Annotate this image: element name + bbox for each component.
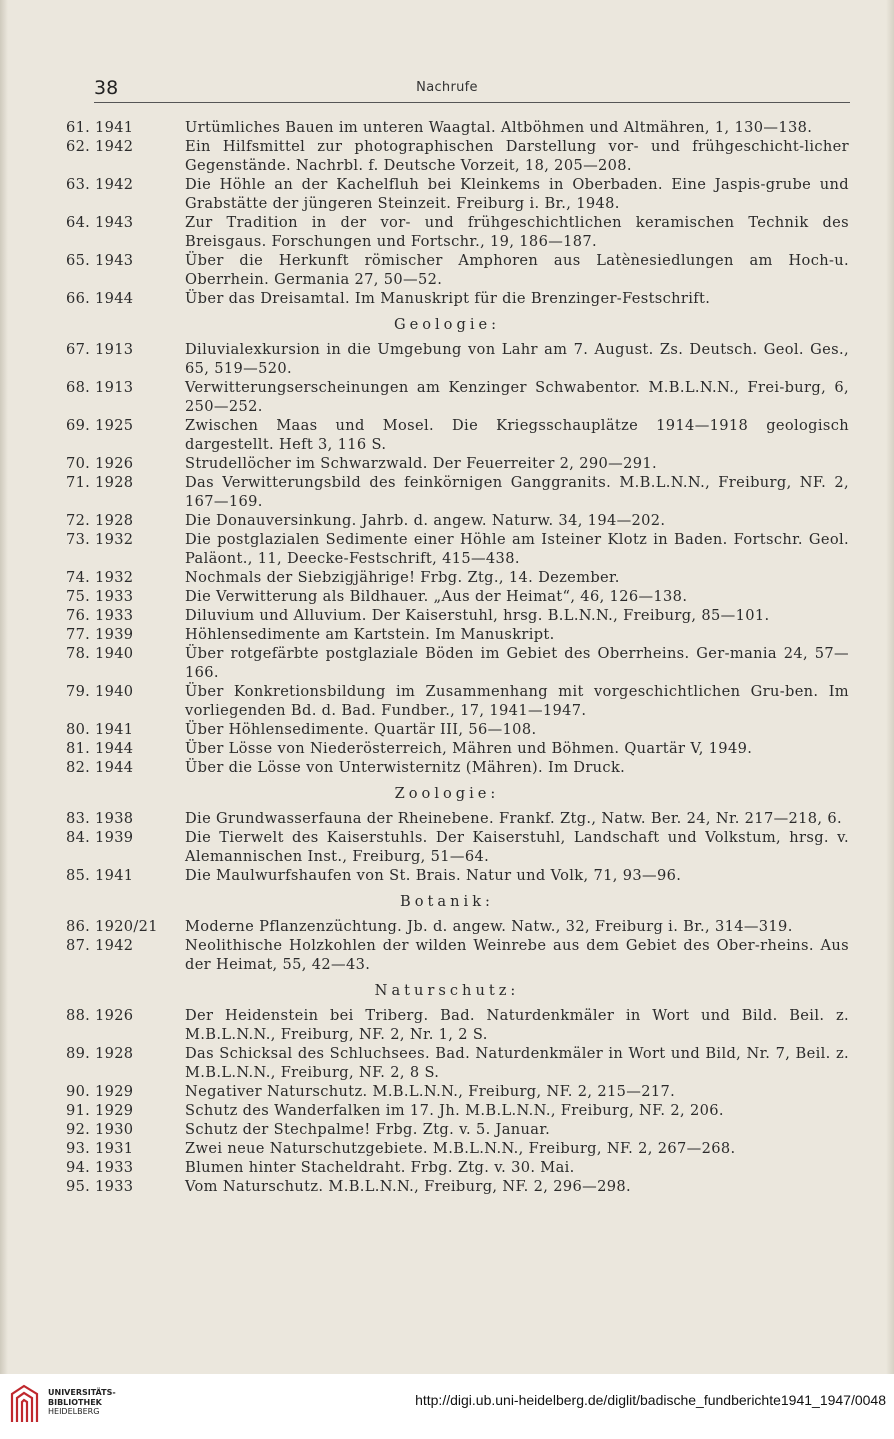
bibliography-entry — [0, 118, 894, 137]
entry-number-year: 69. 1925 — [66, 417, 134, 434]
entry-number-year: 86. 1920/21 — [66, 918, 158, 935]
section-heading: Geologie: — [393, 316, 501, 333]
entry-citation: Verwitterungserscheinungen am Kenzinger Schwabentor. M.B.L.N.N., Frei-burg, 6, 250—252. — [185, 379, 849, 415]
bibliography-entry — [0, 568, 894, 587]
entry-citation: Ein Hilfsmittel zur photographischen Darstellung vor- und frühgeschicht-licher Gegenstände. Nachrbl. f. Deutsche Vorzeit, 18, 205—208. — [185, 138, 849, 174]
entry-number-year: 68. 1913 — [66, 379, 134, 396]
header-rule — [94, 102, 850, 103]
bibliography-entry — [0, 917, 894, 936]
bibliography-entry — [0, 936, 894, 974]
entry-number-year: 64. 1943 — [66, 214, 134, 231]
entry-citation: Diluvium und Alluvium. Der Kaiserstuhl, hrsg. B.L.N.N., Freiburg, 85—101. — [185, 607, 770, 624]
section-heading: Botanik: — [400, 893, 494, 910]
library-name-line: BIBLIOTHEK — [48, 1397, 102, 1407]
bibliography-entry — [0, 625, 894, 644]
entry-number-year: 92. 1930 — [66, 1121, 134, 1138]
entry-citation: Urtümliches Bauen im unteren Waagtal. Altböhmen und Altmähren, 1, 130—138. — [185, 119, 813, 136]
entry-number-year: 79. 1940 — [66, 683, 134, 700]
entry-number-year: 71. 1928 — [66, 474, 134, 491]
entry-citation: Das Schicksal des Schluchsees. Bad. Naturdenkmäler in Wort und Bild, Nr. 7, Beil. z. M.B.L.N.N., Freiburg, NF. 2, 8 S. — [185, 1045, 849, 1081]
entry-number-year: 91. 1929 — [66, 1102, 134, 1119]
entry-citation: Die postglazialen Sedimente einer Höhle am Isteiner Klotz in Baden. Fortschr. Geol. Paläont., 11, Deecke-Festschrift, 415—438. — [185, 531, 849, 567]
entry-citation: Die Donauversinkung. Jahrb. d. angew. Naturw. 34, 194—202. — [185, 512, 666, 529]
entry-number-year: 72. 1928 — [66, 512, 134, 529]
entry-number-year: 90. 1929 — [66, 1083, 134, 1100]
bibliography-entry — [0, 530, 894, 568]
entry-number-year: 63. 1942 — [66, 176, 134, 193]
ub-heidelberg-logo-icon — [8, 1384, 41, 1424]
entry-citation: Schutz des Wanderfalken im 17. Jh. M.B.L.N.N., Freiburg, NF. 2, 206. — [185, 1102, 724, 1119]
bibliography-entry — [0, 340, 894, 378]
running-title: Nachrufe — [416, 80, 478, 95]
entry-number-year: 73. 1932 — [66, 531, 134, 548]
entry-citation: Zur Tradition in der vor- und frühgeschichtlichen keramischen Technik des Breisgaus. Forschungen und Fortschr., 19, 186—187. — [185, 214, 849, 250]
entry-citation: Der Heidenstein bei Triberg. Bad. Naturdenkmäler in Wort und Bild. Beil. z. M.B.L.N.N., Freiburg, NF. 2, Nr. 1, 2 S. — [185, 1007, 849, 1043]
entry-citation: Strudellöcher im Schwarzwald. Der Feuerreiter 2, 290—291. — [185, 455, 657, 472]
entry-number-year: 66. 1944 — [66, 290, 134, 307]
entry-number-year: 70. 1926 — [66, 455, 134, 472]
entry-citation: Moderne Pflanzenzüchtung. Jb. d. angew. Natw., 32, Freiburg i. Br., 314—319. — [185, 918, 793, 935]
entry-number-year: 84. 1939 — [66, 829, 134, 846]
bibliography-entry — [0, 454, 894, 473]
entry-citation: Über Konkretionsbildung im Zusammenhang mit vorgeschichtlichen Gru-ben. Im vorliegenden Bd. d. Bad. Fundber., 17, 1941—1947. — [185, 683, 849, 719]
bibliography-entry — [0, 1120, 894, 1139]
entry-citation: Neolithische Holzkohlen der wilden Weinrebe aus dem Gebiet des Ober-rheins. Aus der Heimat, 55, 42—43. — [185, 937, 849, 973]
bibliography-entry — [0, 511, 894, 530]
entry-number-year: 94. 1933 — [66, 1159, 134, 1176]
entry-citation: Die Tierwelt des Kaiserstuhls. Der Kaiserstuhl, Landschaft und Volkstum, hrsg. v. Alemannischen Inst., Freiburg, 51—64. — [185, 829, 849, 865]
bibliography-entry — [0, 1082, 894, 1101]
bibliography-entry — [0, 289, 894, 308]
bibliography-entry — [0, 378, 894, 416]
entry-number-year: 88. 1926 — [66, 1007, 134, 1024]
entry-citation: Über rotgefärbte postglaziale Böden im Gebiet des Oberrheins. Ger-mania 24, 57—166. — [185, 645, 849, 681]
entry-number-year: 74. 1932 — [66, 569, 134, 586]
entry-number-year: 77. 1939 — [66, 626, 134, 643]
bibliography-entry — [0, 1101, 894, 1120]
bibliography-entry — [0, 175, 894, 213]
page-number: 38 — [94, 77, 119, 99]
entry-citation: Über die Lösse von Unterwisternitz (Mähren). Im Druck. — [185, 759, 626, 776]
bibliography-entry — [0, 1177, 894, 1196]
bibliography-entry — [0, 809, 894, 828]
footer-bar — [0, 1374, 894, 1439]
bibliography-entry — [0, 251, 894, 289]
entry-number-year: 85. 1941 — [66, 867, 134, 884]
entry-citation: Blumen hinter Stacheldraht. Frbg. Ztg. v. 30. Mai. — [185, 1159, 575, 1176]
bibliography-entry — [0, 739, 894, 758]
entry-number-year: 78. 1940 — [66, 645, 134, 662]
bibliography-entry — [0, 587, 894, 606]
entry-number-year: 61. 1941 — [66, 119, 134, 136]
entry-number-year: 62. 1942 — [66, 138, 134, 155]
entry-number-year: 83. 1938 — [66, 810, 134, 827]
entry-number-year: 80. 1941 — [66, 721, 134, 738]
entry-number-year: 67. 1913 — [66, 341, 134, 358]
entry-number-year: 93. 1931 — [66, 1140, 134, 1157]
bibliography-entry — [0, 720, 894, 739]
entry-citation: Die Verwitterung als Bildhauer. „Aus der Heimat“, 46, 126—138. — [185, 588, 688, 605]
entry-number-year: 82. 1944 — [66, 759, 134, 776]
entry-citation: Die Höhle an der Kachelfluh bei Kleinkems in Oberbaden. Eine Jaspis-grube und Grabstätte der jüngeren Steinzeit. Freiburg i. Br., 1948. — [185, 176, 849, 212]
entry-citation: Über Lösse von Niederösterreich, Mähren und Böhmen. Quartär V, 1949. — [185, 740, 753, 757]
entry-number-year: 95. 1933 — [66, 1178, 134, 1195]
bibliography-entry — [0, 682, 894, 720]
entry-citation: Über Höhlensedimente. Quartär III, 56—108. — [185, 721, 537, 738]
source-url-link[interactable]: http://digi.ub.uni-heidelberg.de/diglit/badische_fundberichte1941_1947/0048 — [415, 1392, 886, 1408]
entry-citation: Die Maulwurfshaufen von St. Brais. Natur und Volk, 71, 93—96. — [185, 867, 682, 884]
bibliography-entry — [0, 416, 894, 454]
entry-citation: Höhlensedimente am Kartstein. Im Manuskript. — [185, 626, 555, 643]
bibliography-entry — [0, 473, 894, 511]
bibliography-entry — [0, 1139, 894, 1158]
entry-citation: Vom Naturschutz. M.B.L.N.N., Freiburg, NF. 2, 296—298. — [185, 1178, 632, 1195]
entry-number-year: 65. 1943 — [66, 252, 134, 269]
entry-citation: Das Verwitterungsbild des feinkörnigen Ganggranits. M.B.L.N.N., Freiburg, NF. 2, 167—169. — [185, 474, 849, 510]
library-name — [48, 1388, 116, 1417]
entry-citation: Negativer Naturschutz. M.B.L.N.N., Freiburg, NF. 2, 215—217. — [185, 1083, 676, 1100]
entry-citation: Zwischen Maas und Mosel. Die Kriegsschauplätze 1914—1918 geologisch dargestellt. Heft 3, 116 S. — [185, 417, 849, 453]
library-name-line: UNIVERSITÄTS- — [48, 1388, 116, 1397]
entry-citation: Über das Dreisamtal. Im Manuskript für die Brenzinger-Festschrift. — [185, 290, 711, 307]
entry-number-year: 75. 1933 — [66, 588, 134, 605]
bibliography-entry — [0, 644, 894, 682]
bibliography-entry — [0, 1044, 894, 1082]
entry-citation: Nochmals der Siebzigjährige! Frbg. Ztg., 14. Dezember. — [185, 569, 620, 586]
library-name-line: HEIDELBERG — [48, 1407, 100, 1416]
entry-citation: Schutz der Stechpalme! Frbg. Ztg. v. 5. Januar. — [185, 1121, 551, 1138]
bibliography-entry — [0, 1158, 894, 1177]
entry-citation: Zwei neue Naturschutzgebiete. M.B.L.N.N., Freiburg, NF. 2, 267—268. — [185, 1140, 736, 1157]
entry-number-year: 87. 1942 — [66, 937, 134, 954]
entry-citation: Die Grundwasserfauna der Rheinebene. Frankf. Ztg., Natw. Ber. 24, Nr. 217—218, 6. — [185, 810, 843, 827]
entry-citation: Diluvialexkursion in die Umgebung von Lahr am 7. August. Zs. Deutsch. Geol. Ges., 65, 519—520. — [185, 341, 849, 377]
entry-number-year: 89. 1928 — [66, 1045, 134, 1062]
bibliography-entry — [0, 1006, 894, 1044]
bibliography-entry — [0, 758, 894, 777]
bibliography-entry — [0, 828, 894, 866]
bibliography-list — [0, 118, 894, 1196]
entry-citation: Über die Herkunft römischer Amphoren aus Latènesiedlungen am Hoch-u. Oberrhein. Germania 27, 50—52. — [185, 252, 849, 288]
bibliography-entry — [0, 213, 894, 251]
entry-number-year: 76. 1933 — [66, 607, 134, 624]
entry-number-year: 81. 1944 — [66, 740, 134, 757]
section-heading: Naturschutz: — [374, 982, 520, 999]
bibliography-entry — [0, 137, 894, 175]
bibliography-entry — [0, 606, 894, 625]
section-heading: Zoologie: — [394, 785, 500, 802]
bibliography-entry — [0, 866, 894, 885]
